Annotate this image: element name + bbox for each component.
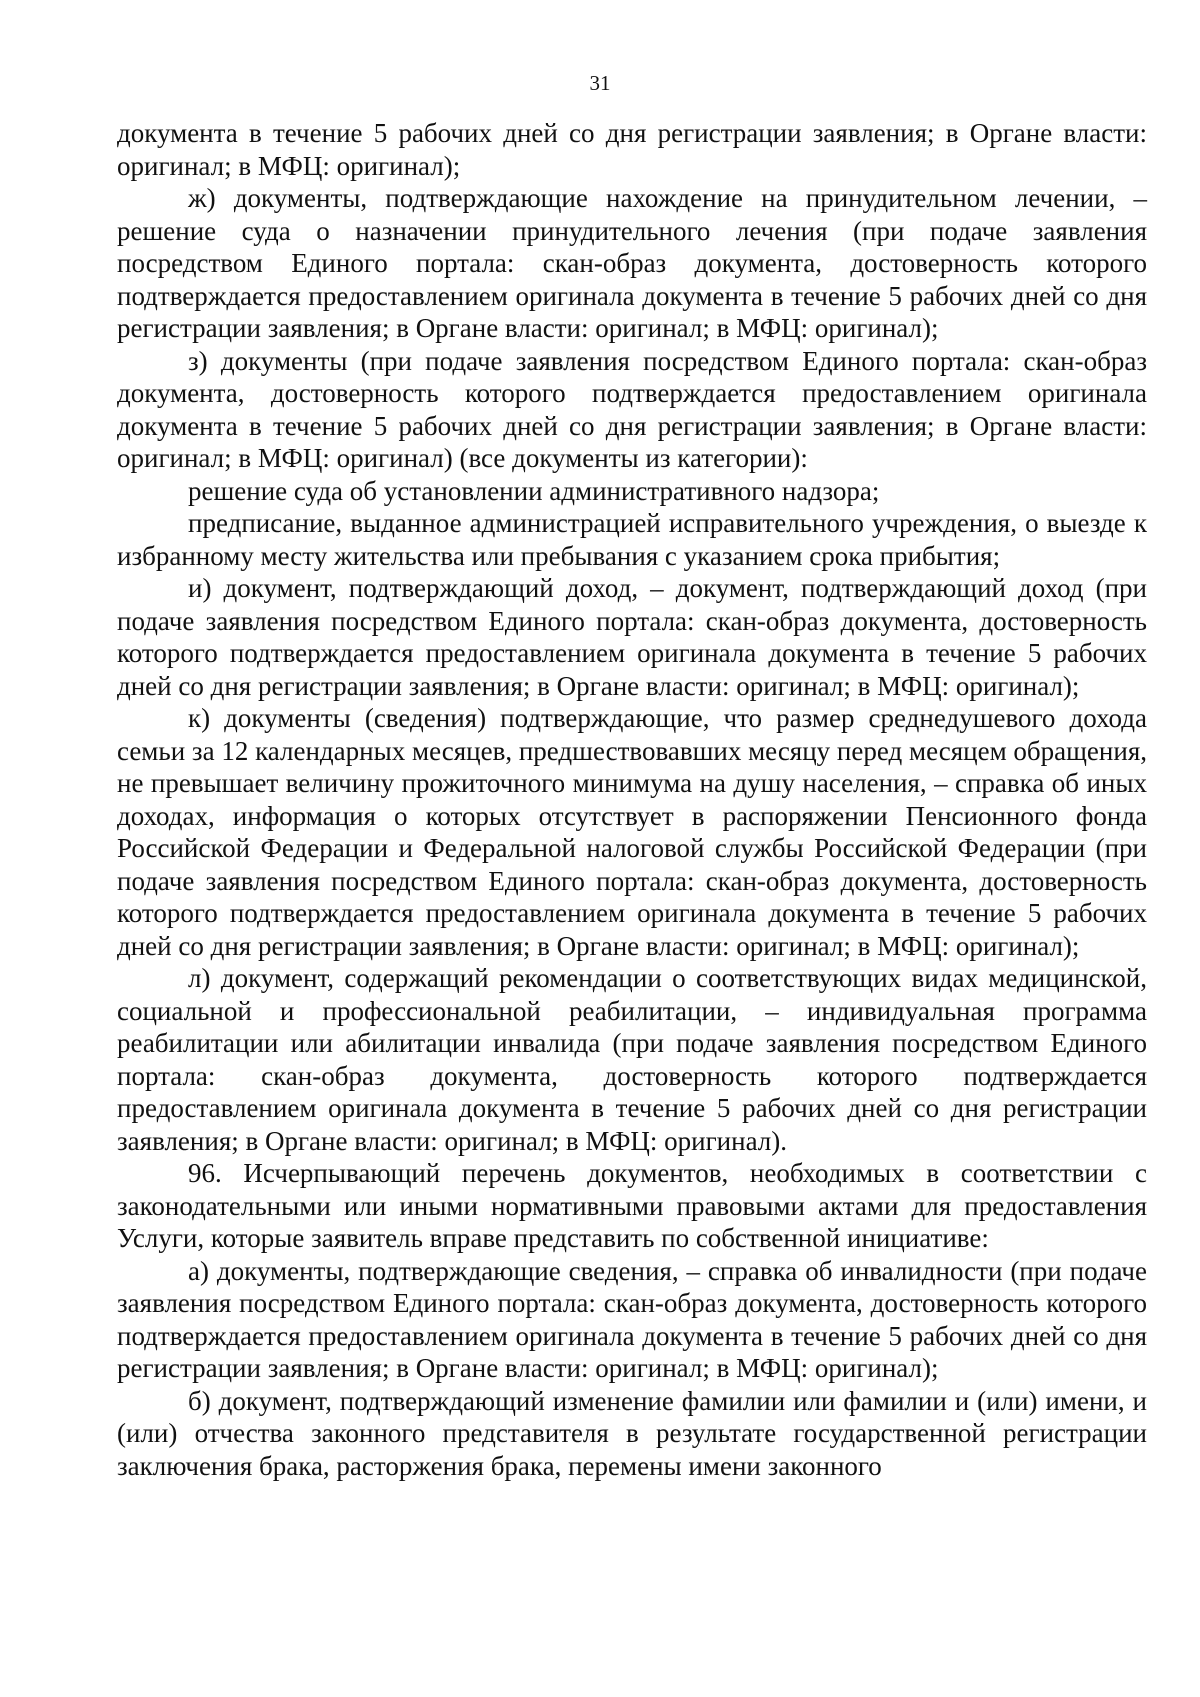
paragraph-item-z: з) документы (при подаче заявления посредством Единого портала: скан-образ документа, достоверность которого подтверждается предоставлением оригинала документа в течение 5 рабочих дней со дня регистрации заявления; в Органе власти: оригинал; в МФЦ: оригинал) (все документы из категории): — [117, 345, 1147, 473]
paragraph-item-k: к) документы (сведения) подтверждающие, что размер среднедушевого дохода семьи за 12 календарных месяцев, предшествовавших месяцу перед месяцем обращения, не превышает величину прожиточного минимума на душу населения, – справка об иных доходах, информация о которых отсутствует в распоряжении Пенсионного фонда Российской Федерации и Федеральной налоговой службы Российской Федерации (при подаче заявления посредством Единого портала: скан-образ документа, достоверность которого подтверждается предоставлением оригинала документа в течение 5 рабочих дней со дня регистрации заявления; в Органе власти: оригинал; в МФЦ: оригинал); — [117, 703, 1147, 961]
page-number: 31 — [589, 71, 611, 95]
paragraph-item-l: л) документ, содержащий рекомендации о соответствующих видах медицинской, социальной и профессиональной реабилитации, – индивидуальная программа реабилитации или абилитации инвалида (при подаче заявления посредством Единого портала: скан-образ документа, достоверность которого подтверждается предоставлением оригинала документа в течение 5 рабочих дней со дня регистрации заявления; в Органе власти: оригинал; в МФЦ: оригинал). — [117, 963, 1147, 1156]
paragraph-continuation: документа в течение 5 рабочих дней со дня регистрации заявления; в Органе власти: оригинал; в МФЦ: оригинал); — [117, 118, 1147, 181]
paragraph-item-i: и) документ, подтверждающий доход, – документ, подтверждающий доход (при подаче заявления посредством Единого портала: скан-образ документа, достоверность которого подтверждается предоставлением оригинала документа в течение 5 рабочих дней со дня регистрации заявления; в Органе власти: оригинал; в МФЦ: оригинал); — [117, 573, 1147, 701]
paragraph-court-decision: решение суда об установлении административного надзора; — [188, 475, 880, 506]
paragraph-prescription: предписание, выданное администрацией исправительного учреждения, о выезде к избранному месту жительства или пребывания с указанием срока прибытия; — [117, 508, 1147, 571]
paragraph-item-zh: ж) документы, подтверждающие нахождение на принудительном лечении, – решение суда о назначении принудительного лечения (при подаче заявления посредством Единого портала: скан-образ документа, достоверность которого подтверждается предоставлением оригинала документа в течение 5 рабочих дней со дня регистрации заявления; в Органе власти: оригинал; в МФЦ: оригинал); — [117, 183, 1147, 343]
paragraph-section-96: 96. Исчерпывающий перечень документов, необходимых в соответствии с законодательными или иными нормативными правовыми актами для предоставления Услуги, которые заявитель вправе представить по собственной инициативе: — [117, 1158, 1147, 1253]
document-body — [117, 117, 1147, 1482]
paragraph-item-b: б) документ, подтверждающий изменение фамилии или фамилии и (или) имени, и (или) отчества законного представителя в результате государственной регистрации заключения брака, расторжения брака, перемены имени законного — [117, 1385, 1147, 1481]
paragraph-item-a: а) документы, подтверждающие сведения, – справка об инвалидности (при подаче заявления посредством Единого портала: скан-образ документа, достоверность которого подтверждается предоставлением оригинала документа в течение 5 рабочих дней со дня регистрации заявления; в Органе власти: оригинал; в МФЦ: оригинал); — [117, 1255, 1147, 1383]
